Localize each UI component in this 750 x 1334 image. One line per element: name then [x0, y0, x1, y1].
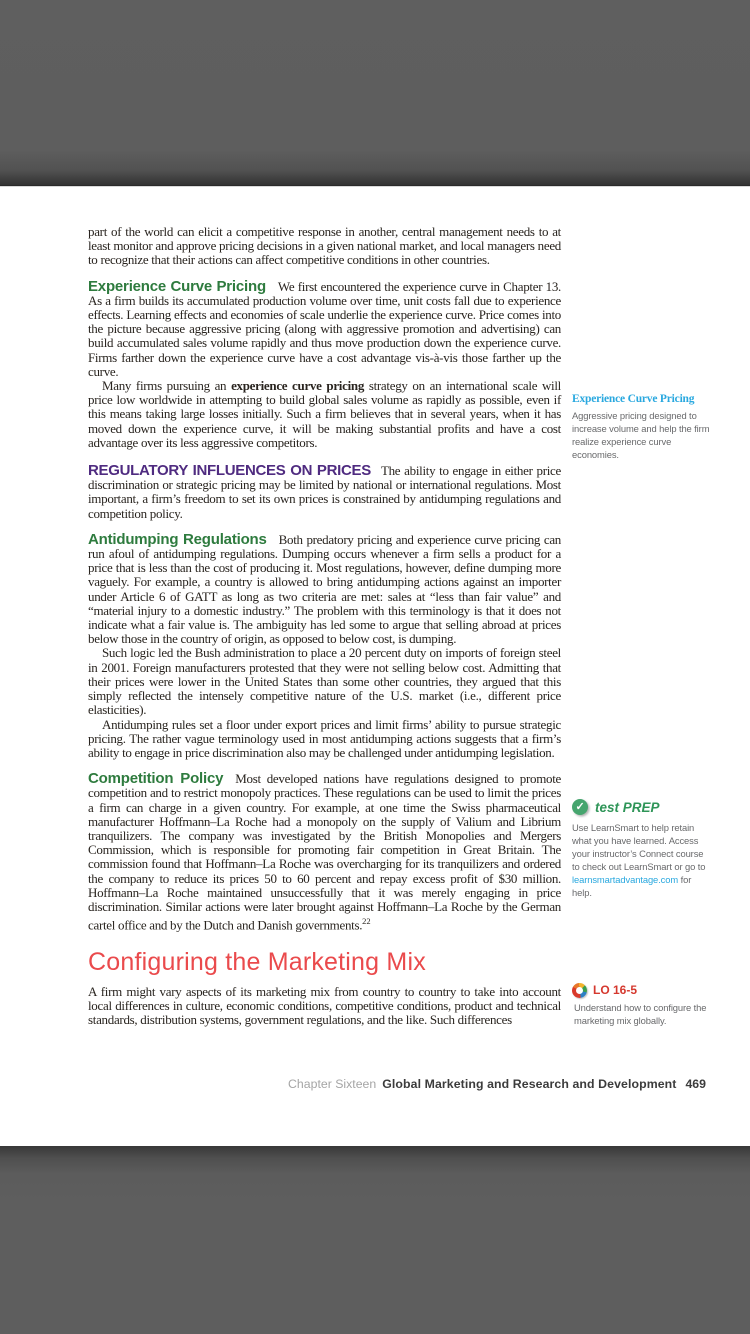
test-prep-margin-note [572, 799, 712, 899]
reader-top-chrome-bar [0, 0, 750, 186]
subsection-heading: Antidumping Regulations [88, 530, 267, 548]
test-prep-header [572, 799, 712, 815]
key-term-title: Experience Curve Pricing [572, 393, 695, 405]
key-term-margin-note [572, 393, 712, 461]
learnsmartadvantage-link[interactable]: learnsmartadvantage.com [572, 874, 679, 885]
test-prep-label: test PREP [595, 799, 660, 815]
article-text-column [88, 225, 561, 1027]
body-text-run: Many firms pursuing an [102, 378, 232, 394]
test-prep-text [572, 821, 712, 899]
footer-book-title: Global Marketing and Research and Development [382, 1077, 677, 1091]
article-paragraph [88, 985, 561, 1028]
reader-bottom-chrome-bar [0, 1146, 750, 1334]
section-display-heading [88, 949, 561, 976]
body-text-run: Such logic led the Bush administration to place a 20 percent duty on imports of foreign steel in 2001. Foreign manufacturers protested that they were not selling below cost. Admitting that their prices were lower in the United States than some other countries, they argued that this simply reflected the intensely competitive nature of the U.S. market (i.e., different price elasticities). [88, 645, 561, 718]
learning-objective-label: LO 16-5 [593, 983, 638, 997]
globe-swirl-icon [572, 983, 587, 998]
article-paragraph [88, 277, 562, 379]
learning-objective-header [572, 983, 712, 998]
body-text-run: The ability to engage in either price discrimination or strategic pricing may be limited by national or international regulations. Most important, a firm’s freedom to set its own prices is constrained by antidumping regulations and competition policy. [88, 463, 561, 521]
article-paragraph [88, 718, 561, 761]
book-page[interactable] [0, 186, 750, 1146]
subsection-heading: Experience Curve Pricing [88, 277, 266, 295]
section-heading: REGULATORY INFLUENCES ON PRICES [88, 462, 371, 480]
article-paragraph [88, 530, 561, 647]
article-paragraph [88, 464, 561, 521]
key-term-definition: Aggressive pricing designed to increase volume and help the firm realize experience curve economies. [572, 410, 710, 460]
body-text-run: Both predatory pricing and experience curve pricing can run afoul of antidumping regulations. Dumping occurs whenever a firm sells a product for a price that is less than the cost of producing it. Most regulations, however, define dumping more vaguely. For example, a country is allowed to bring antidumping actions against an importer under Article 6 of GATT as long as two criteria are met: sales at “less than fair value” and “material injury to a domestic industry.” The problem with this terminology is that it does not indicate what a fair value is. The ambiguity has led some to argue that selling abroad at prices below those in the country of origin, as opposed to below cost, is dumping. [88, 531, 561, 647]
footer-chapter-label: Chapter Sixteen [288, 1077, 377, 1091]
footer-page-number: 469 [685, 1077, 706, 1091]
body-text-run: Most developed nations have regulations designed to promote competition and to restrict monopoly practices. These regulations can be used to limit the prices a firm can charge in a given country. For example, at one time the Swiss pharmaceutical manufacturer Hoffmann–La Roche had a monopoly on the supply of Valium and Librium tranquilizers. The company was investigated by the British Monopolies and Mergers Commission, which is responsible for promoting fair competition in Great Britain. The commission found that Hoffmann–La Roche was overcharging for its tranquilizers and ordered the company to reduce its prices 50 to 60 percent and repay excess profit of $30 million. Hoffmann–La Roche maintained unsuccessfully that it was merely engaging in price discrimination. Similar actions were later brought against Hoffmann–La Roche by the German cartel office and by the Dutch and Danish governments. [88, 771, 561, 933]
page-footer [288, 1077, 706, 1091]
body-text-run: A firm might vary aspects of its marketing mix from country to country to take into account local differences in culture, economic conditions, competitive conditions, product and technical standards, distribution systems, government regulations, and the like. Such differences [88, 983, 561, 1028]
subsection-heading: Competition Policy [88, 770, 224, 788]
test-prep-text-pre: Use LearnSmart to help retain what you have learned. Access your instructor’s Connect course to check out LearnSmart or go to [572, 822, 706, 872]
chapter-section-title: Configuring the Marketing Mix [88, 947, 426, 976]
key-term-bold-text: experience curve pricing [231, 378, 365, 394]
learning-objective-text: Understand how to configure the marketing mix globally. [574, 1002, 707, 1026]
article-paragraph [88, 225, 561, 268]
body-text-run: We first encountered the experience curve in Chapter 13. As a firm builds its accumulated production volume over time, unit costs fall due to experience effects. Learning effects and economies of scale underlie the experience curve. Price comes into the picture because aggressive pricing (along with aggressive promotion and advertising) can build accumulated sales volume rapidly and thus move production down the experience curve. Firms farther down the experience curve have a cost advantage vis-à-vis those farther up the curve. [88, 278, 562, 379]
check-circle-icon: ✓ [572, 799, 588, 815]
body-text-run: strategy on an international scale will price low worldwide in attempting to build global sales volume as rapidly as possible, even if this means taking large losses initially. Such a firm believes that in several years, when it has moved down the experience curve, it will be making substantial profits and have a cost advantage over its less aggressive competitors. [88, 378, 561, 450]
footnote-reference: 22 [362, 916, 371, 927]
article-paragraph [88, 379, 561, 450]
body-text-run: part of the world can elicit a competitive response in another, central management needs to at least monitor and approve pricing decisions in a given national market, and local managers need to recognize that their actions can affect competitive conditions in other countries. [88, 224, 561, 268]
body-text-run: Antidumping rules set a floor under export prices and limit firms’ ability to pursue strategic pricing. The rather vague terminology used in most antidumping actions suggests that a firm’s ability to engage in price discrimination also may be challenged under antidumping legislation. [88, 716, 561, 760]
article-paragraph [88, 646, 561, 717]
test-prep-text-post: for help. [572, 874, 692, 898]
learning-objective-margin-note [572, 983, 712, 1027]
article-paragraph [88, 772, 561, 933]
